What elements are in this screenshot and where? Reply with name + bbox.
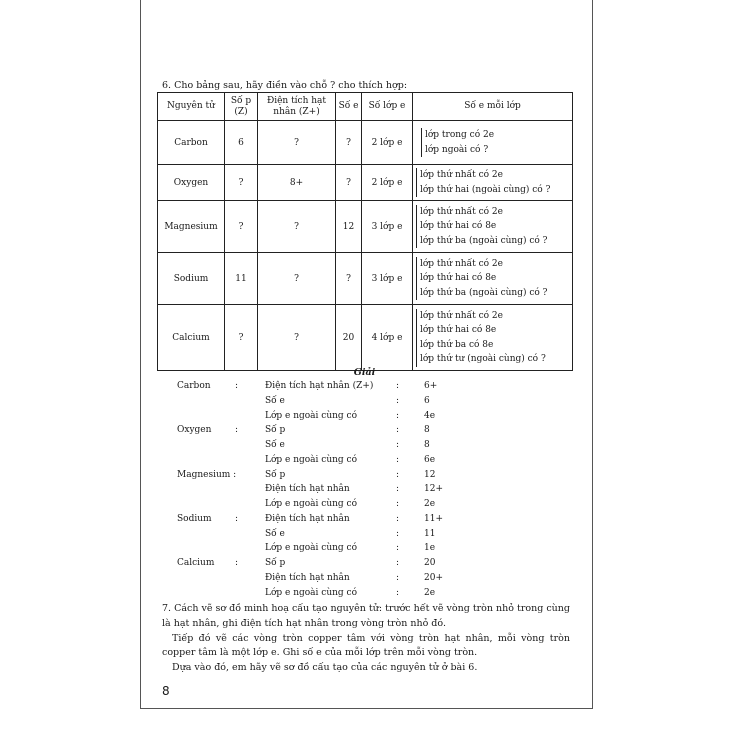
cell-electrons: 12 bbox=[336, 201, 362, 253]
solution-label: Điện tích hạt nhân bbox=[265, 513, 350, 524]
cell-protons: ? bbox=[225, 165, 258, 201]
solution-separator: : bbox=[396, 440, 400, 450]
cell-atom: Calcium bbox=[158, 305, 225, 371]
solution-atom-name: Oxygen bbox=[177, 425, 212, 436]
solution-value: 20+ bbox=[424, 572, 443, 583]
cell-per-shell bbox=[413, 305, 573, 371]
cell-electrons: ? bbox=[336, 121, 362, 165]
cell-per-shell bbox=[413, 201, 573, 253]
solution-atom-colon: : bbox=[235, 425, 239, 436]
solution-separator: : bbox=[396, 499, 400, 509]
solution-atom-colon: : bbox=[235, 558, 239, 568]
cell-shells: 3 lớp e bbox=[362, 201, 413, 253]
col-header-charge: Điện tích hạt nhân (Z+) bbox=[258, 93, 336, 121]
table-header-row bbox=[158, 93, 573, 121]
cell-electrons: ? bbox=[336, 165, 362, 201]
solution-separator: : bbox=[396, 425, 400, 436]
shell-line: lớp thứ ba (ngoài cùng) có ? bbox=[420, 287, 548, 298]
solution-value: 2e bbox=[424, 587, 436, 598]
solution-title: Giải bbox=[353, 367, 376, 378]
cell-shells: 2 lớp e bbox=[362, 165, 413, 201]
solution-atom-name: Carbon bbox=[177, 381, 211, 391]
cell-per-shell bbox=[413, 121, 573, 165]
table-row bbox=[158, 305, 573, 371]
solution-label: Lớp e ngoài cùng có bbox=[265, 587, 357, 598]
cell-protons: 11 bbox=[225, 253, 258, 305]
solution-label: Số p bbox=[265, 558, 286, 568]
cell-electrons: ? bbox=[336, 253, 362, 305]
shell-line: lớp thứ nhất có 2e bbox=[420, 258, 503, 269]
shell-line: lớp thứ hai có 8e bbox=[420, 325, 497, 335]
cell-atom: Magnesium bbox=[158, 201, 225, 253]
col-header-per-shell: Số e mỗi lớp bbox=[413, 93, 573, 121]
question-6-heading: 6. Cho bảng sau, hãy điền vào chỗ ? cho thích hợp: bbox=[162, 80, 408, 91]
question-7 bbox=[162, 602, 570, 676]
solution-label: Lớp e ngoài cùng có bbox=[265, 410, 357, 421]
solution-value: 6+ bbox=[424, 381, 438, 391]
shell-line: lớp trong có 2e bbox=[425, 130, 495, 140]
solution-separator: : bbox=[396, 543, 400, 554]
solution-atom-colon: : bbox=[235, 381, 239, 391]
solution-label: Số e bbox=[265, 528, 285, 539]
solution-label: Số e bbox=[265, 440, 285, 450]
solution-atom-name: Calcium bbox=[177, 558, 215, 568]
table-row bbox=[158, 121, 573, 165]
solution-value: 12+ bbox=[424, 484, 443, 495]
solution-atom-name: Magnesium : bbox=[177, 469, 237, 480]
solution-label: Lớp e ngoài cùng có bbox=[265, 499, 357, 509]
atom-table bbox=[157, 92, 573, 371]
solution-separator: : bbox=[396, 469, 400, 480]
solution-value: 8 bbox=[424, 425, 430, 436]
cell-charge: ? bbox=[258, 201, 336, 253]
solution-value: 12 bbox=[424, 469, 436, 480]
col-header-shells: Số lớp e bbox=[362, 93, 413, 121]
cell-charge: ? bbox=[258, 305, 336, 371]
col-header-electrons: Số e bbox=[336, 93, 362, 121]
shell-line: lớp thứ tư (ngoài cùng) có ? bbox=[420, 354, 546, 364]
shell-line: lớp thứ nhất có 2e bbox=[420, 170, 503, 180]
table-row bbox=[158, 165, 573, 201]
shell-line: lớp thứ ba có 8e bbox=[420, 339, 494, 350]
cell-protons: ? bbox=[225, 201, 258, 253]
shell-line: lớp thứ ba (ngoài cùng) có ? bbox=[420, 235, 548, 246]
shell-line: lớp thứ hai có 8e bbox=[420, 273, 497, 284]
cell-atom: Carbon bbox=[158, 121, 225, 165]
shell-line: lớp thứ hai có 8e bbox=[420, 221, 497, 232]
cell-protons: 6 bbox=[225, 121, 258, 165]
question-7-paragraph: 7. Cách vẽ sơ đồ minh hoạ cấu tạo nguyên tử: trước hết vẽ vòng tròn nhỏ trong cùng là hạt nhân, ghi điện tích hạt nhân trong vòng tròn nhỏ đó. bbox=[162, 603, 570, 629]
solution-atom-name: Sodium bbox=[177, 513, 212, 524]
cell-per-shell bbox=[413, 253, 573, 305]
solution-value: 11+ bbox=[424, 513, 443, 524]
shell-line: lớp ngoài có ? bbox=[425, 144, 489, 155]
solution-value: 8 bbox=[424, 440, 430, 450]
col-header-protons: Số p (Z) bbox=[225, 93, 258, 121]
cell-charge: ? bbox=[258, 253, 336, 305]
solution-separator: : bbox=[396, 395, 400, 406]
solution-value: 2e bbox=[424, 499, 436, 509]
cell-atom: Sodium bbox=[158, 253, 225, 305]
shell-line: lớp thứ hai (ngoài cùng) có ? bbox=[420, 184, 551, 195]
solution-separator: : bbox=[396, 410, 400, 421]
solution-value: 4e bbox=[424, 410, 436, 421]
solution-separator: : bbox=[396, 513, 400, 524]
solution-label: Điện tích hạt nhân bbox=[265, 484, 350, 495]
cell-electrons: 20 bbox=[336, 305, 362, 371]
solution-value: 1e bbox=[424, 543, 436, 554]
solution-label: Lớp e ngoài cùng có bbox=[265, 543, 357, 554]
solution-label: Lớp e ngoài cùng có bbox=[265, 454, 357, 465]
solution-separator: : bbox=[396, 484, 400, 495]
solution-label: Điện tích hạt nhân (Z+) bbox=[265, 381, 374, 391]
solution-separator: : bbox=[396, 381, 400, 391]
cell-atom: Oxygen bbox=[158, 165, 225, 201]
solution-separator: : bbox=[396, 528, 400, 539]
solution-label: Số p bbox=[265, 469, 286, 480]
solution-separator: : bbox=[396, 572, 400, 583]
solution-separator: : bbox=[396, 587, 400, 598]
page-number: 8 bbox=[162, 684, 170, 698]
question-7-paragraph: Dựa vào đó, em hãy vẽ sơ đồ cấu tạo của các nguyên tử ở bài 6. bbox=[172, 662, 478, 674]
solution-label: Điện tích hạt nhân bbox=[265, 572, 350, 583]
solution-atom-colon: : bbox=[235, 513, 239, 524]
solution-label: Số e bbox=[265, 395, 285, 406]
cell-shells: 2 lớp e bbox=[362, 121, 413, 165]
solution-value: 11 bbox=[424, 528, 436, 539]
shell-line: lớp thứ nhất có 2e bbox=[420, 310, 503, 321]
solution-value: 20 bbox=[424, 558, 436, 568]
cell-charge: ? bbox=[258, 121, 336, 165]
solution-value: 6e bbox=[424, 454, 436, 465]
cell-protons: ? bbox=[225, 305, 258, 371]
solution-label: Số p bbox=[265, 425, 286, 436]
solution-value: 6 bbox=[424, 395, 430, 406]
table-row bbox=[158, 253, 573, 305]
shell-line: lớp thứ nhất có 2e bbox=[420, 206, 503, 217]
cell-per-shell bbox=[413, 165, 573, 201]
solution-separator: : bbox=[396, 454, 400, 465]
cell-shells: 3 lớp e bbox=[362, 253, 413, 305]
question-7-paragraph: Tiếp đó vẽ các vòng tròn copper tâm với vòng tròn hạt nhân, mỗi vòng tròn copper tâm là một lớp e. Ghi số e của mỗi lớp trên mỗi vòng tròn. bbox=[162, 632, 570, 659]
cell-shells: 4 lớp e bbox=[362, 305, 413, 371]
col-header-atom: Nguyên tử bbox=[158, 93, 225, 121]
solution-separator: : bbox=[396, 558, 400, 568]
table-row bbox=[158, 201, 573, 253]
cell-charge: 8+ bbox=[258, 165, 336, 201]
